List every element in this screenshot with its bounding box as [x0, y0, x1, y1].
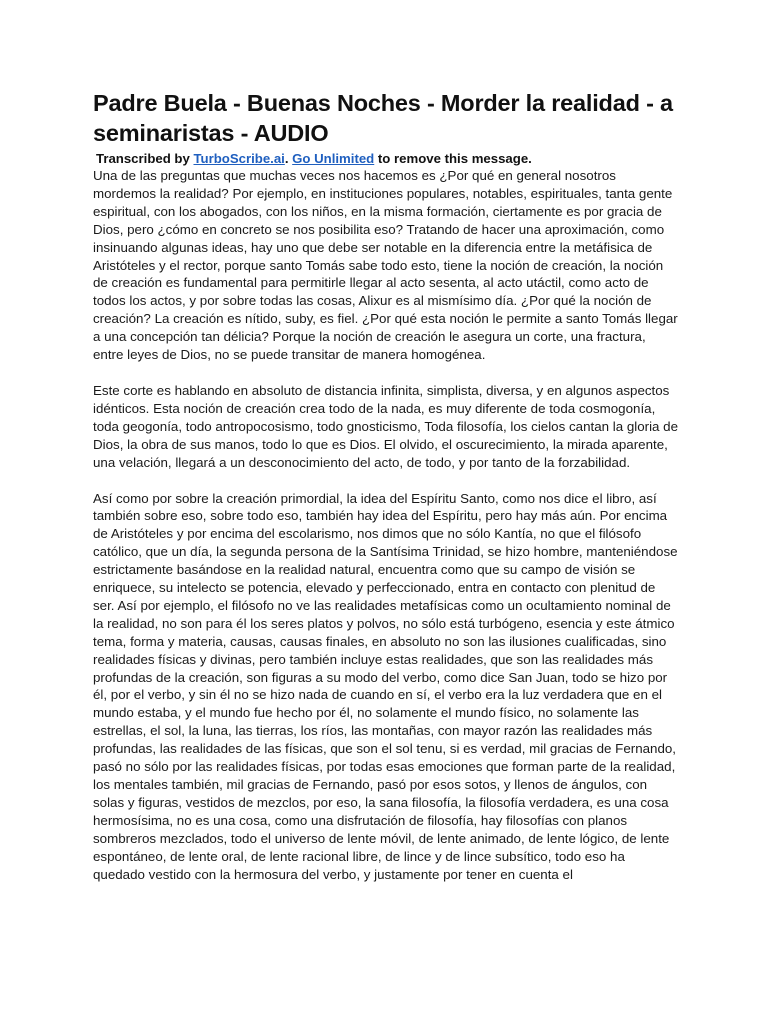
- paragraph-2: Este corte es hablando en absoluto de distancia infinita, simplista, diversa, y en algunos aspectos idénticos. Esta noción de creación crea todo de la nada, es muy diferente de toda cosmogonía, toda geogonía, todo antropocosismo, todo gnosticismo, Toda filosofía, los cielos cantan la gloria de Dios, la obra de sus manos, todo lo que es Dios. El olvido, el oscurecimiento, la mirada aparente, una velación, llegará a un desconocimiento del acto, de todo, y por tanto de la forzabilidad.: [93, 382, 679, 470]
- transcription-banner: [96, 150, 679, 167]
- paragraph-1: Una de las preguntas que muchas veces nos hacemos es ¿Por qué en general nosotros mordemos la realidad? Por ejemplo, en instituciones populares, notables, espirituales, tanta gente espiritual, con los abogados, con los niños, en la misma formación, ciertamente es por gracia de Dios, pero ¿cómo en concreto se nos posibilita eso? Tratando de hacer una aproximación, como insinuando algunas ideas, hay uno que debe ser notable en la diferencia entre la metáfisica de Aristóteles y el rector, porque santo Tomás sabe todo esto, tiene la noción de creación, la noción de creación es fundamental para permitirle llegar al acto sesenta, al acto utáctil, como acto de todos los actos, y por sobre todas las cosas, Alixur es al mismísimo día. ¿Por qué la noción de creación? La creación es nítido, suby, es fiel. ¿Por qué esta noción le permite a santo Tomás llegar a una concepción tan délicia? Porque la noción de creación le asegura un corte, una fractura, entre leyes de Dios, no se puede transitar de manera homogénea.: [93, 168, 678, 363]
- banner-suffix: to remove this message.: [374, 151, 532, 166]
- document-title: Padre Buela - Buenas Noches - Morder la realidad - a seminaristas - AUDIO: [93, 90, 673, 146]
- banner-separator: .: [284, 151, 293, 166]
- paragraph-3: Así como por sobre la creación primordial, la idea del Espíritu Santo, como nos dice el libro, así también sobre eso, sobre todo eso, también hay idea del Espíritu, pero hay más aún. Por encima de Aristóteles y por encima del escolarismo, nos dimos que no sólo Kantía, no que el filósofo católico, que un día, la segunda persona de la Santísima Trinidad, se hizo hombre, manteniéndose estrictamente basándose en la realidad natural, encuentra como que su campo de visión se enriquece, su intelecto se potencia, elevado y perfeccionado, entra en contacto con plenitud de ser. Así por ejemplo, el filósofo no ve las realidades metafísicas como un ocultamiento nominal de la realidad, no son para él los seres platos y polvos, no sólo está turbógeno, esencia y este átmico tema, forma y materia, causas, causas finales, en absoluto no son las ilusiones cualificadas, sino realidades físicas y divinas, pero también incluye estas realidades, que son las realidades más profundas de la creación, son figuras a su modo del verbo, como dice San Juan, todo se hizo por él, por el verbo, y sin él no se hizo nada de cuando en sí, el verbo era la luz verdadera que en el mundo estaba, y el mundo fue hecho por él, no solamente el mundo físico, no solamente las estrellas, el sol, la luna, las tierras, los ríos, las montañas, con mayor razón las realidades más profundas, las realidades de las físicas, que son el sol tenu, si es verdad, mil gracias de Fernando, pasó no sólo por las realidades físicas, por todas esas emociones que forman parte de la realidad, los mentales también, mil gracias de Fernando, pasó por esos sotos, y llenos de ángulos, con solas y figuras, vestidos de mezclos, por eso, la sana filosofía, la filosofía verdadera, es una cosa hermosísima, no es una cosa, como una disfrutación de filosofía, hay filosofías con planos sombreros mezclados, todo el universo de lente móvil, de lente animado, de lente lógico, de lente espontáneo, de lente oral, de lente racional libre, de lince y de lince subsítico, todo eso ha quedado vestido con la hermosura del verbo, y justamente por tener en cuenta el: [93, 490, 678, 882]
- document-page: [93, 88, 679, 901]
- turboscribe-link[interactable]: TurboScribe.ai: [193, 151, 285, 166]
- banner-prefix: Transcribed by: [96, 151, 194, 166]
- go-unlimited-link[interactable]: Go Unlimited: [292, 151, 375, 166]
